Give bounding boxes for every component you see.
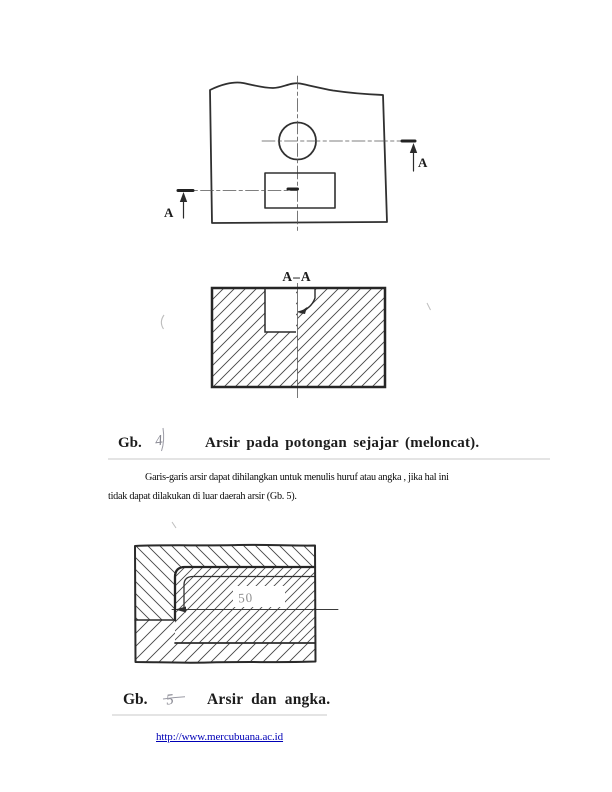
scan-smudge-right — [427, 303, 431, 310]
figure1-caption-prefix: Gb. — [118, 435, 142, 451]
section-view-drawing — [212, 269, 385, 398]
figure2-caption-prefix: Gb. — [123, 691, 148, 708]
section-arrow-label-right: A — [418, 155, 428, 170]
figure2-drawing — [108, 518, 348, 720]
body-text-line-1: Garis-garis arsir dapat dihilangkan untuk menulis huruf atau angka , jika hal ini — [145, 472, 449, 483]
figure2-handwritten-number: 5 — [165, 691, 175, 709]
body-text-line-2: tidak dapat dilakukan di luar daerah arsir (Gb. 5). — [108, 491, 297, 502]
body-paragraph — [108, 468, 528, 506]
figure1-scan-image — [100, 60, 552, 462]
outer-part-left-hatch — [135, 568, 175, 620]
footer — [156, 731, 283, 743]
section-arrow-right-head — [410, 143, 417, 153]
deep-notch-blank — [265, 288, 296, 332]
section-arrow-left-head — [180, 192, 187, 202]
dimension-number: 50 — [237, 589, 254, 606]
part-outline-broken-edge — [210, 82, 387, 223]
section-view-title: A–A — [282, 269, 312, 284]
hatch-right-half — [298, 288, 386, 387]
figure1-caption — [118, 428, 479, 451]
scan-smudge-left — [161, 315, 164, 329]
plan-view-drawing — [164, 76, 428, 232]
section-arrow-label-left: A — [164, 205, 174, 220]
figure2-caption — [123, 691, 330, 709]
footer-link[interactable]: http://www.mercubuana.ac.id — [156, 731, 284, 743]
scan-smudge-top — [172, 522, 176, 528]
figure1-handwritten-number: 4 — [154, 432, 164, 450]
outer-part-top-hatch — [135, 545, 315, 568]
figure1-caption-text: Arsir pada potongan sejajar (meloncat). — [205, 435, 480, 451]
figure2-scan-image — [108, 518, 348, 720]
figure1-drawing — [100, 60, 552, 462]
figure2-caption-text: Arsir dan angka. — [207, 691, 331, 708]
assembly-section-drawing — [135, 545, 338, 663]
